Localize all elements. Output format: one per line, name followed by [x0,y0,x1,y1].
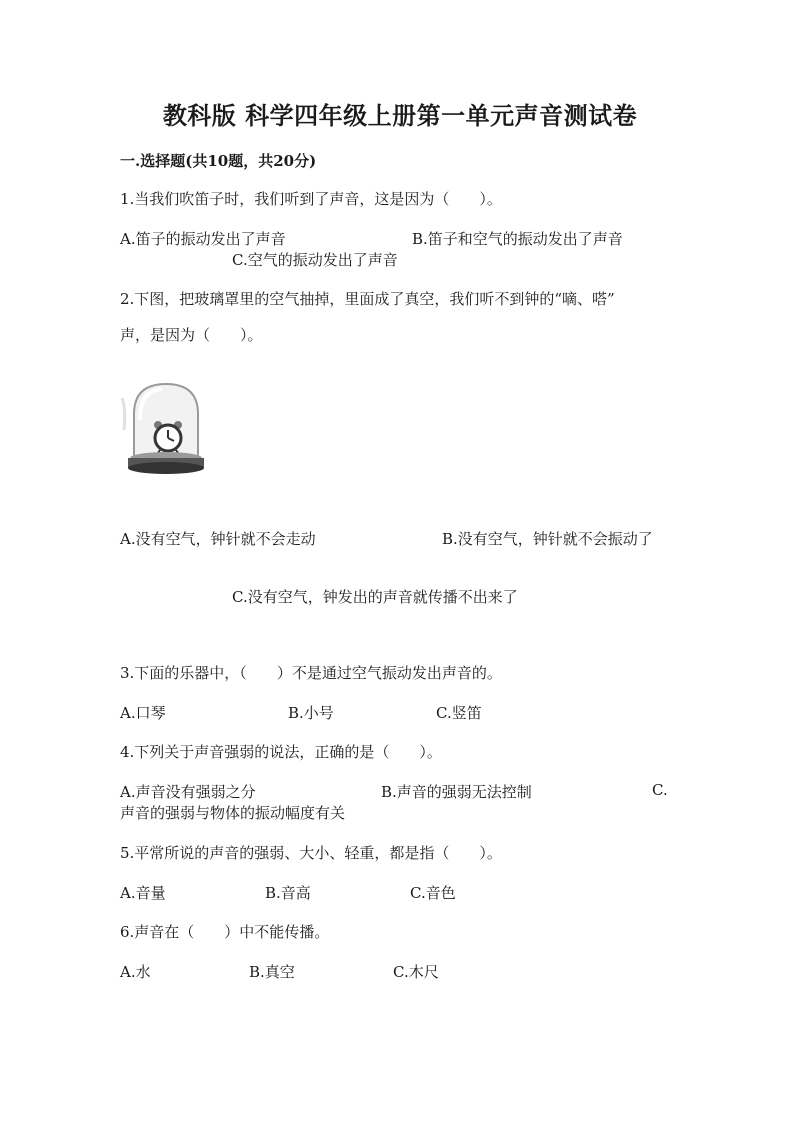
question-3-stem: 3.下面的乐器中，（ ）不是通过空气振动发出声音的。 [120,664,502,682]
question-5-option-b: B.音高 [265,884,311,902]
question-2-stem-line-1: 2.下图，把玻璃罩里的空气抽掉，里面成了真空，我们听不到钟的“嘀、嗒” [120,290,615,308]
question-5-option-a: A.音量 [120,884,166,902]
question-2-option-b: B.没有空气，钟针就不会振动了 [442,530,653,548]
question-3-option-c: C.竖笛 [436,704,482,722]
question-3-option-a: A.口琴 [120,704,166,722]
page-title: 教科版 科学四年级上册第一单元声音测试卷 [162,101,638,130]
question-1-option-c: C.空气的振动发出了声音 [232,251,398,269]
question-4-stem: 4.下列关于声音强弱的说法，正确的是（ ）。 [120,743,442,761]
question-5-stem: 5.平常所说的声音的强弱、大小、轻重，都是指（ ）。 [120,844,502,862]
question-3-option-b: B.小号 [288,704,334,722]
question-6-option-b: B.真空 [249,963,295,981]
question-2-stem-line-2: 声，是因为（ ）。 [120,326,263,344]
question-1-option-a: A.笛子的振动发出了声音 [120,230,286,248]
question-1-stem: 1.当我们吹笛子时，我们听到了声音，这是因为（ ）。 [120,190,502,208]
alarm-clock-in-bell-jar-icon [120,378,212,478]
section-heading: 一.选择题(共10题，共20分) [120,152,317,170]
question-6-option-c: C.木尺 [393,963,439,981]
question-5-option-c: C.音色 [410,884,456,902]
question-1-option-b: B.笛子和空气的振动发出了声音 [412,230,623,248]
question-4-option-a: A.声音没有强弱之分 [120,783,256,801]
question-6-stem: 6.声音在（ ）中不能传播。 [120,923,330,941]
question-4-option-c-label: C. [652,781,668,799]
question-4-option-b: B.声音的强弱无法控制 [381,783,532,801]
question-2-option-c: C.没有空气，钟发出的声音就传播不出来了 [232,588,518,606]
question-2-option-a: A.没有空气，钟针就不会走动 [120,530,316,548]
question-4-option-c-text: 声音的强弱与物体的振动幅度有关 [120,804,346,822]
question-6-option-a: A.水 [120,963,151,981]
